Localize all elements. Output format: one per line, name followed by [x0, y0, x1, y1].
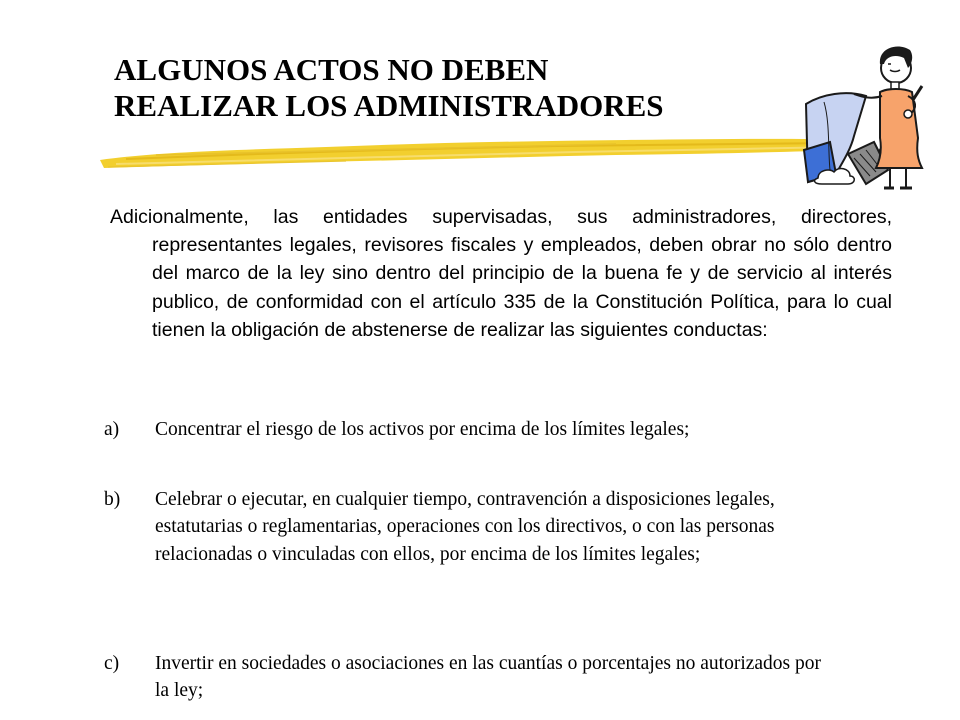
list-item-letter: b): [104, 489, 121, 510]
title-line-1: ALGUNOS ACTOS NO DEBEN: [114, 52, 549, 87]
intro-paragraph: Adicionalmente, las entidades supervisadas, sus administradores, directores, representantes legales, revisores fiscales y empleados, deben obrar no sólo dentro del marco de la ley sino dentro del principio de la buena fe y de servicio al interés publico, de conformidad con el artículo 335 de la Constitución Política, para lo cual tienen la obligación de abstenerse de realizar las siguientes conductas:: [110, 206, 892, 341]
list-item-letter: c): [104, 653, 120, 674]
yellow-brush-stroke: [96, 130, 856, 174]
list-item-text: Invertir en sociedades o asociaciones en las cuantías o porcentajes no autorizados por la ley;: [155, 653, 821, 702]
list-item-text: Celebrar o ejecutar, en cualquier tiempo, contravención a disposiciones legales, estatutarias o reglamentarias, operaciones con los directivos, o con las personas relacionadas o vinculadas con ellos, por encima de los límites legales;: [155, 489, 775, 565]
list-item-text: Concentrar el riesgo de los activos por encima de los límites legales;: [155, 419, 690, 440]
slide-title: [114, 52, 754, 124]
title-line-2: REALIZAR LOS ADMINISTRADORES: [114, 88, 664, 123]
woman-sweeping-carpet-icon: [800, 42, 942, 194]
list-item-letter: a): [104, 419, 120, 440]
